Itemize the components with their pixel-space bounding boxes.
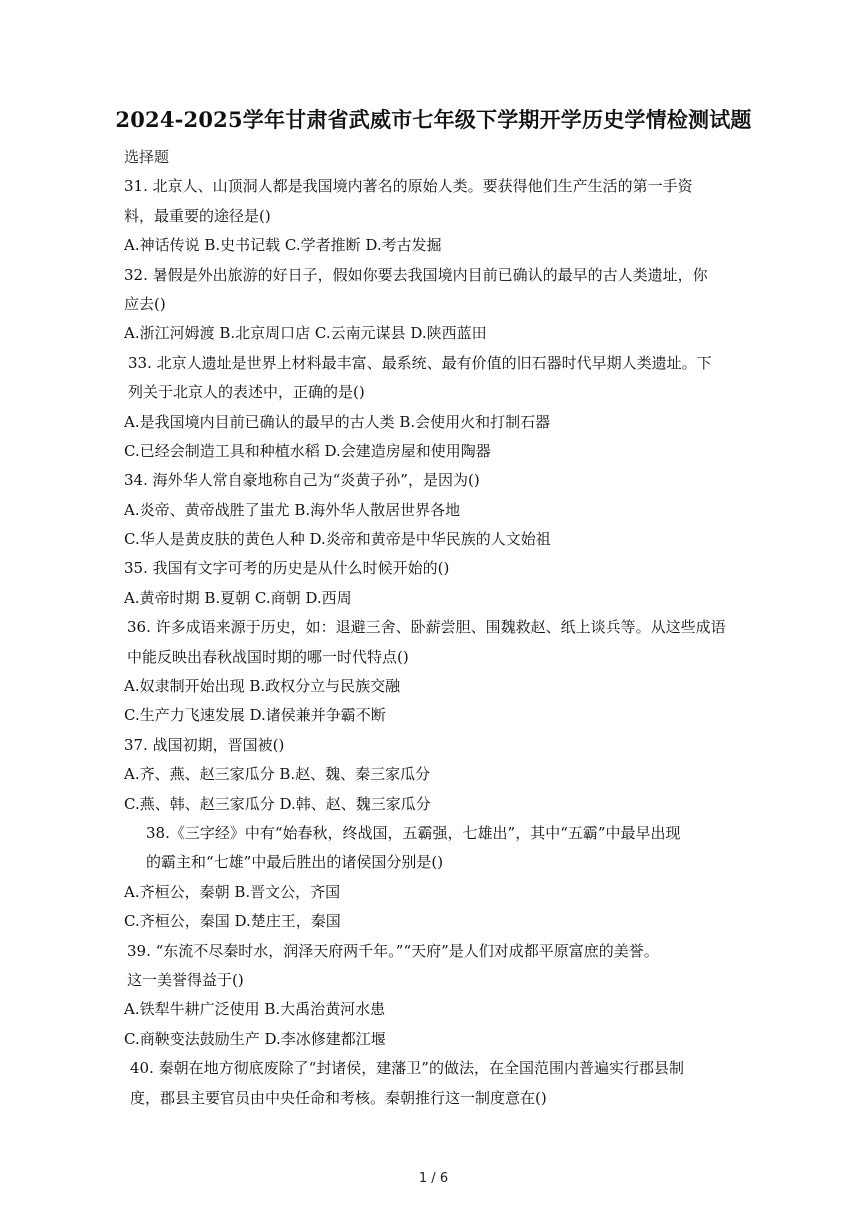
page-number: 1 / 6	[418, 1171, 449, 1186]
question-31-line-2: 料，最重要的途径是()	[124, 206, 271, 225]
question-32-options: A.浙江河姆渡 B.北京周口店 C.云南元谋县 D.陕西蓝田	[124, 324, 487, 343]
question-38-options-1: A.齐桓公，秦朝 B.晋文公，齐国	[124, 882, 341, 901]
question-36-options-2: C.生产力飞速发展 D.诸侯兼并争霸不断	[124, 706, 386, 725]
question-36-line-2: 中能反映出春秋战国时期的哪一时代特点()	[127, 647, 409, 666]
question-39-options-1: A.铁犁牛耕广泛使用 B.大禹治黄河水患	[124, 1000, 386, 1019]
question-33-line-1: 33. 北京人遗址是世界上材料最丰富、最系统、最有价值的旧石器时代早期人类遗址。下	[128, 353, 712, 372]
question-34-line-1: 34. 海外华人常自豪地称自己为“炎黄子孙”，是因为()	[124, 471, 480, 490]
question-31-line-1: 31. 北京人、山顶洞人都是我国境内著名的原始人类。要获得他们生产生活的第一手资	[124, 177, 693, 196]
question-31-options: A.神话传说 B.史书记载 C.学者推断 D.考古发掘	[124, 236, 442, 255]
question-37-options-2: C.燕、韩、赵三家瓜分 D.韩、赵、魏三家瓜分	[124, 794, 431, 813]
document-title: 2024-2025学年甘肃省武威市七年级下学期开学历史学情检测试题	[115, 107, 752, 132]
question-38-line-2: 的霸主和“七雄”中最后胜出的诸侯国分别是()	[146, 853, 444, 872]
question-35-options: A.黄帝时期 B.夏朝 C.商朝 D.西周	[124, 588, 352, 607]
question-36-options-1: A.奴隶制开始出现 B.政权分立与民族交融	[124, 677, 401, 696]
question-33-line-2: 列关于北京人的表述中，正确的是()	[128, 383, 365, 402]
section-heading: 选择题	[124, 148, 170, 166]
question-33-options-2: C.已经会制造工具和种植水稻 D.会建造房屋和使用陶器	[124, 441, 491, 460]
question-32-line-2: 应去()	[124, 294, 166, 313]
question-39-line-1: 39. “东流不尽秦时水，润泽天府两千年。”“天府”是人们对成都平原富庶的美誉。	[127, 941, 659, 960]
document-body	[124, 143, 748, 1113]
question-40-line-1: 40. 秦朝在地方彻底废除了“封诸侯，建藩卫”的做法，在全国范围内普遍实行郡县制	[130, 1059, 684, 1078]
question-38-line-1: 38.《三字经》中有“始春秋，终战国，五霸强，七雄出”，其中“五霸”中最早出现	[146, 823, 681, 842]
question-35-line-1: 35. 我国有文字可考的历史是从什么时候开始的()	[124, 559, 450, 578]
question-34-options-2: C.华人是黄皮肤的黄色人种 D.炎帝和黄帝是中华民族的人文始祖	[124, 530, 551, 549]
question-37-line-1: 37. 战国初期，晋国被()	[124, 735, 285, 754]
question-36-line-1: 36. 许多成语来源于历史，如：退避三舍、卧薪尝胆、围魏救赵、纸上谈兵等。从这些成语	[127, 618, 726, 637]
question-39-line-2: 这一美誉得益于()	[127, 970, 244, 989]
question-33-options-1: A.是我国境内目前已确认的最早的古人类 B.会使用火和打制石器	[124, 412, 551, 431]
question-40-line-2: 度，郡县主要官员由中央任命和考核。秦朝推行这一制度意在()	[130, 1088, 547, 1107]
question-37-options-1: A.齐、燕、赵三家瓜分 B.赵、魏、秦三家瓜分	[124, 765, 431, 784]
question-34-options-1: A.炎帝、黄帝战胜了蚩尤 B.海外华人散居世界各地	[124, 500, 461, 519]
question-32-line-1: 32. 暑假是外出旅游的好日子，假如你要去我国境内目前已确认的最早的古人类遗址，你	[124, 265, 708, 284]
question-38-options-2: C.齐桓公，秦国 D.楚庄王，秦国	[124, 912, 341, 931]
question-39-options-2: C.商鞅变法鼓励生产 D.李冰修建都江堰	[124, 1029, 386, 1048]
